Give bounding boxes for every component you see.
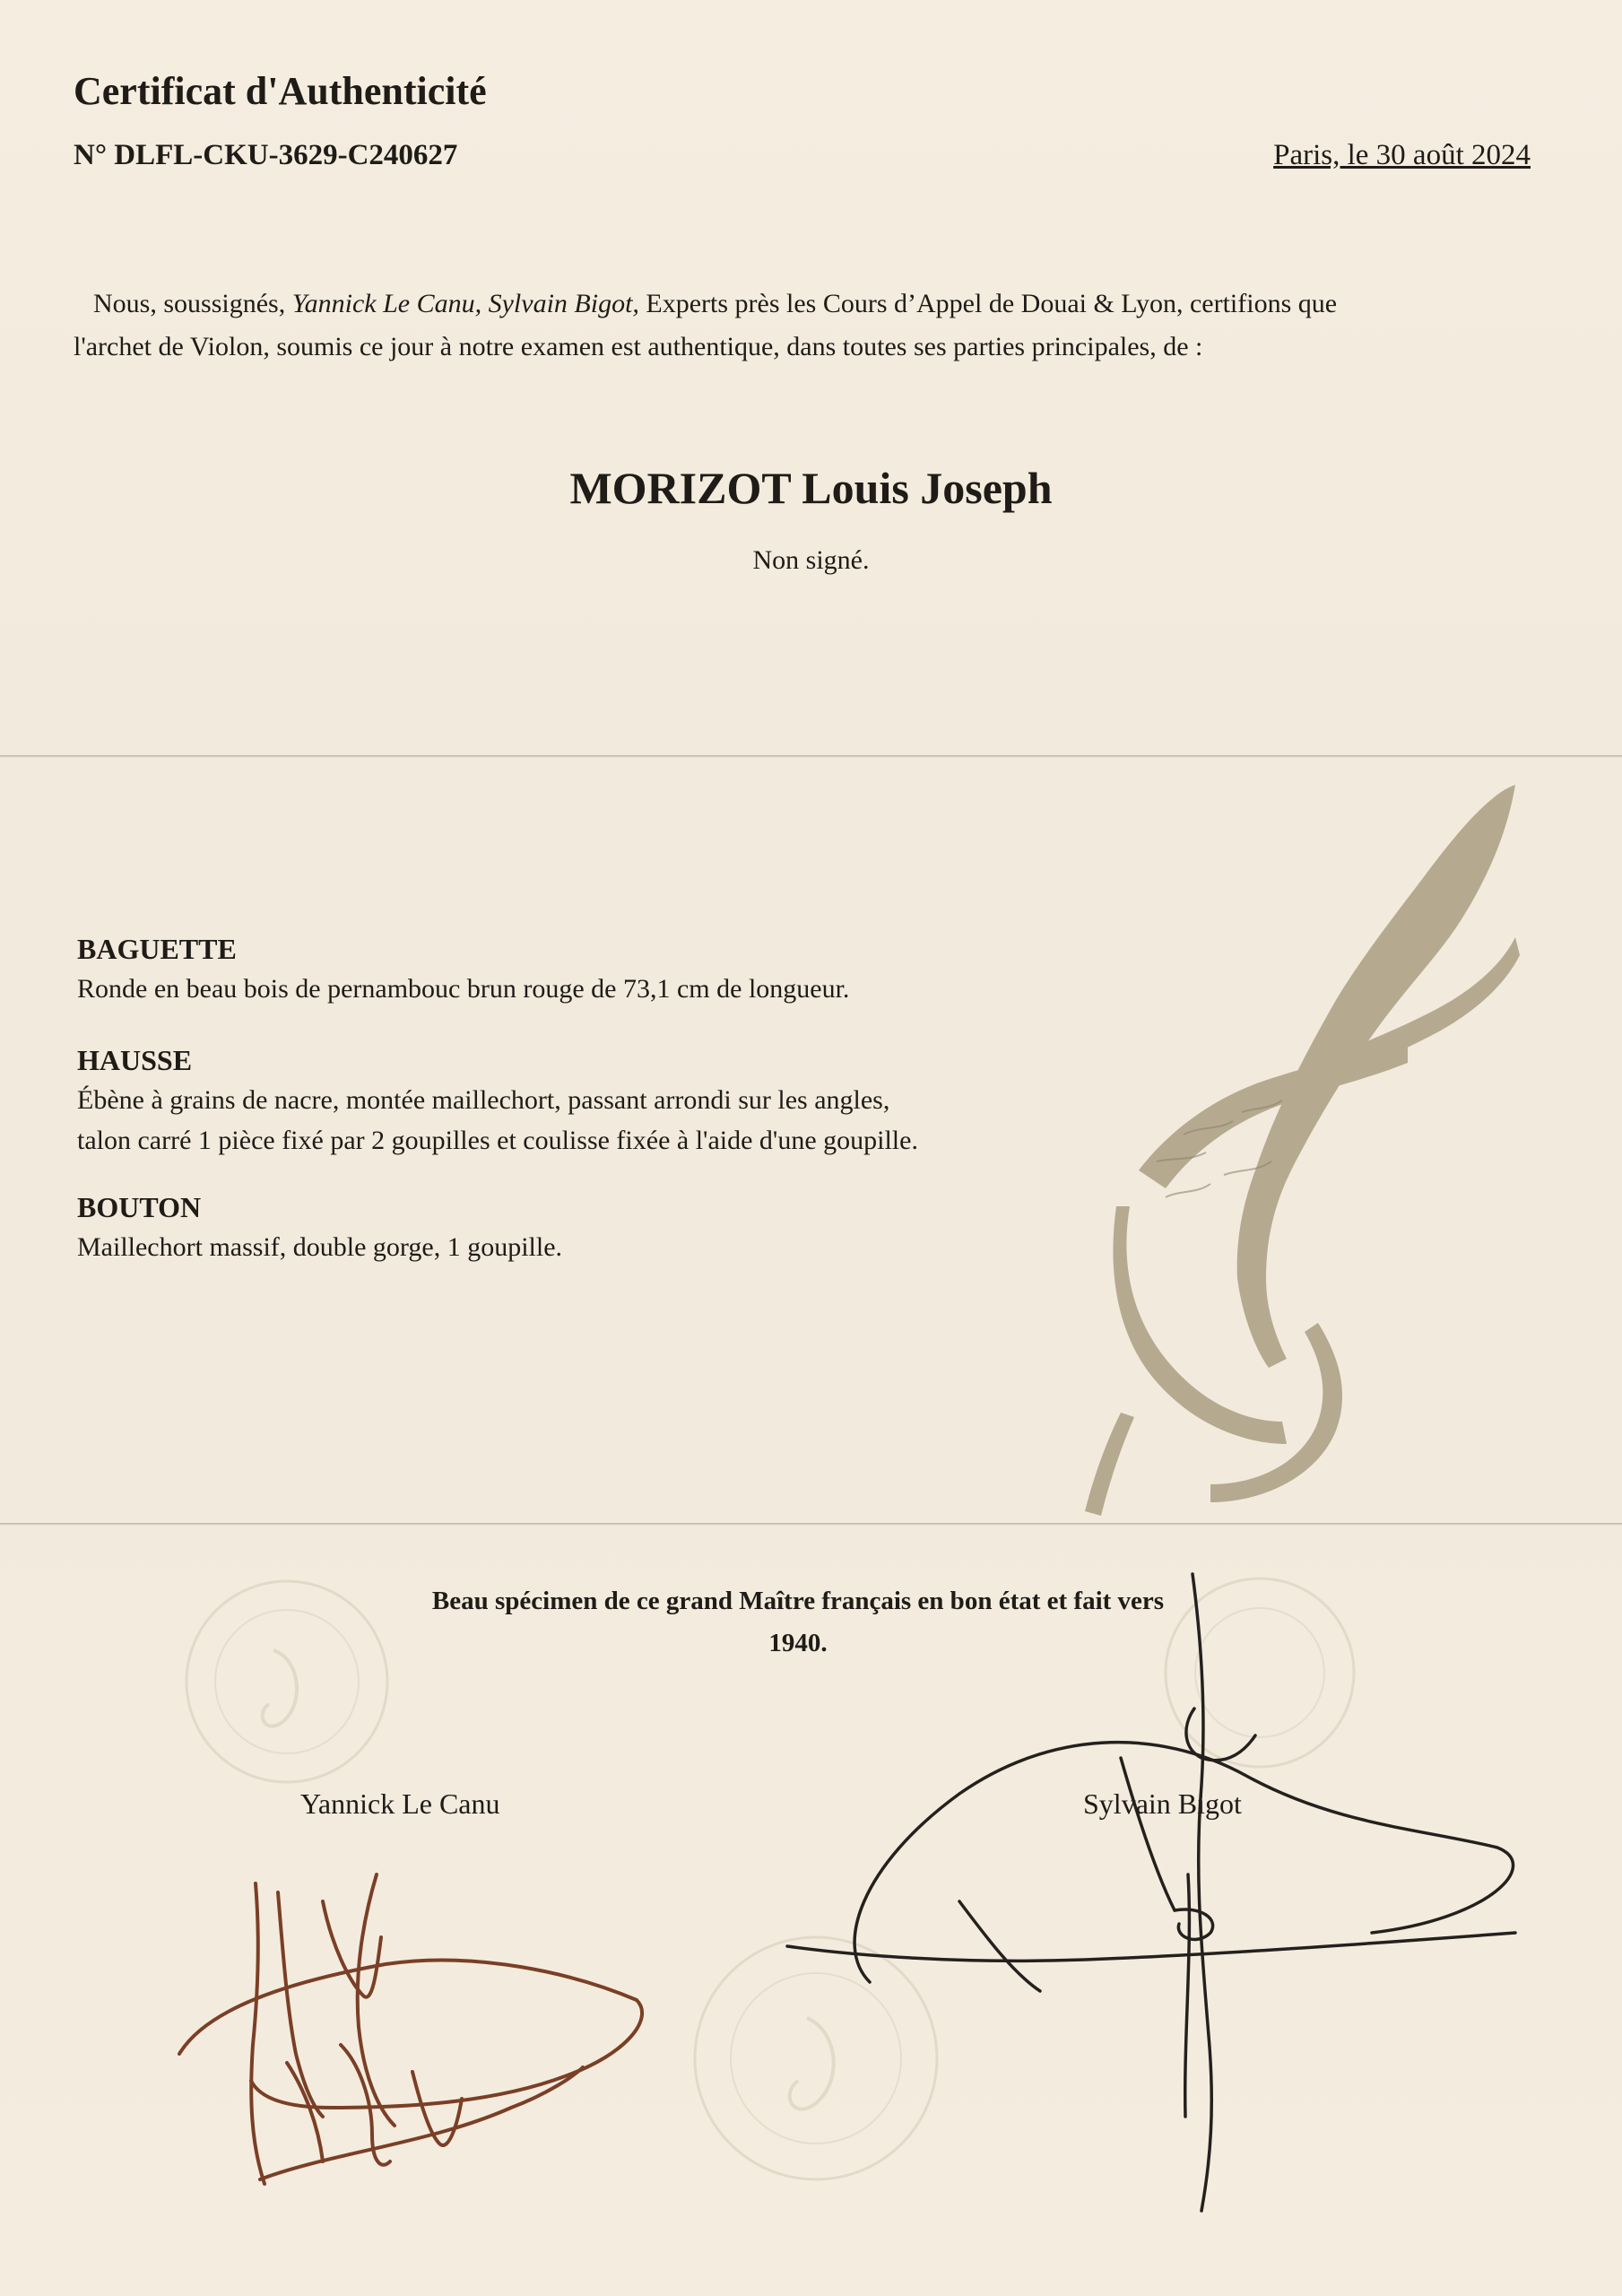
- section-baguette: [77, 929, 1108, 1009]
- intro-line-2: l'archet de Violon, soumis ce jour à notre examen est authentique, dans toutes ses parties principales, de :: [74, 332, 1203, 361]
- conclusion-line-2: 1940.: [768, 1629, 828, 1657]
- intro-paragraph: [74, 283, 1472, 369]
- certificate-title: Certificat d'Authenticité: [74, 69, 487, 113]
- section-line: Ronde en beau bois de pernambouc brun rouge de 73,1 cm de longueur.: [77, 974, 850, 1004]
- conclusion-line-1: Beau spécimen de ce grand Maître français en bon état et fait vers: [431, 1587, 1165, 1615]
- intro-line1-rest: Experts près les Cours d’Appel de Douai & Lyon, certifions que: [646, 289, 1338, 318]
- maker-name: MORIZOT Louis Joseph: [569, 463, 1053, 513]
- section-heading: BOUTON: [77, 1191, 202, 1223]
- signature-2: [780, 1570, 1524, 2215]
- fold-line-upper: [0, 755, 1622, 758]
- signer-name-2: Sylvain Bigot: [1083, 1787, 1242, 1820]
- signature-1: [152, 1839, 655, 2206]
- certificate-number: N° DLFL-CKU-3629-C240627: [74, 139, 458, 171]
- signer-name-1: Yannick Le Canu: [300, 1787, 500, 1820]
- fold-line-lower: [0, 1523, 1622, 1526]
- section-line: Maillechort massif, double gorge, 1 goupille.: [77, 1232, 563, 1262]
- intro-line-1: [74, 283, 1472, 326]
- section-line: talon carré 1 pièce fixé par 2 goupilles et coulisse fixée à l'aide d'une goupille.: [77, 1126, 918, 1155]
- maker-note: Non signé.: [752, 545, 870, 575]
- section-line: Ébène à grains de nacre, montée maillechort, passant arrondi sur les angles,: [77, 1085, 890, 1115]
- intro-experts: Yannick Le Canu, Sylvain Bigot,: [291, 289, 639, 318]
- section-heading: BAGUETTE: [77, 933, 237, 965]
- section-bouton: [77, 1187, 1108, 1267]
- place-date: Paris, le 30 août 2024: [1273, 139, 1531, 171]
- section-hausse: [77, 1040, 1108, 1161]
- intro-prefix: Nous, soussignés,: [93, 289, 286, 318]
- section-heading: HAUSSE: [77, 1044, 193, 1076]
